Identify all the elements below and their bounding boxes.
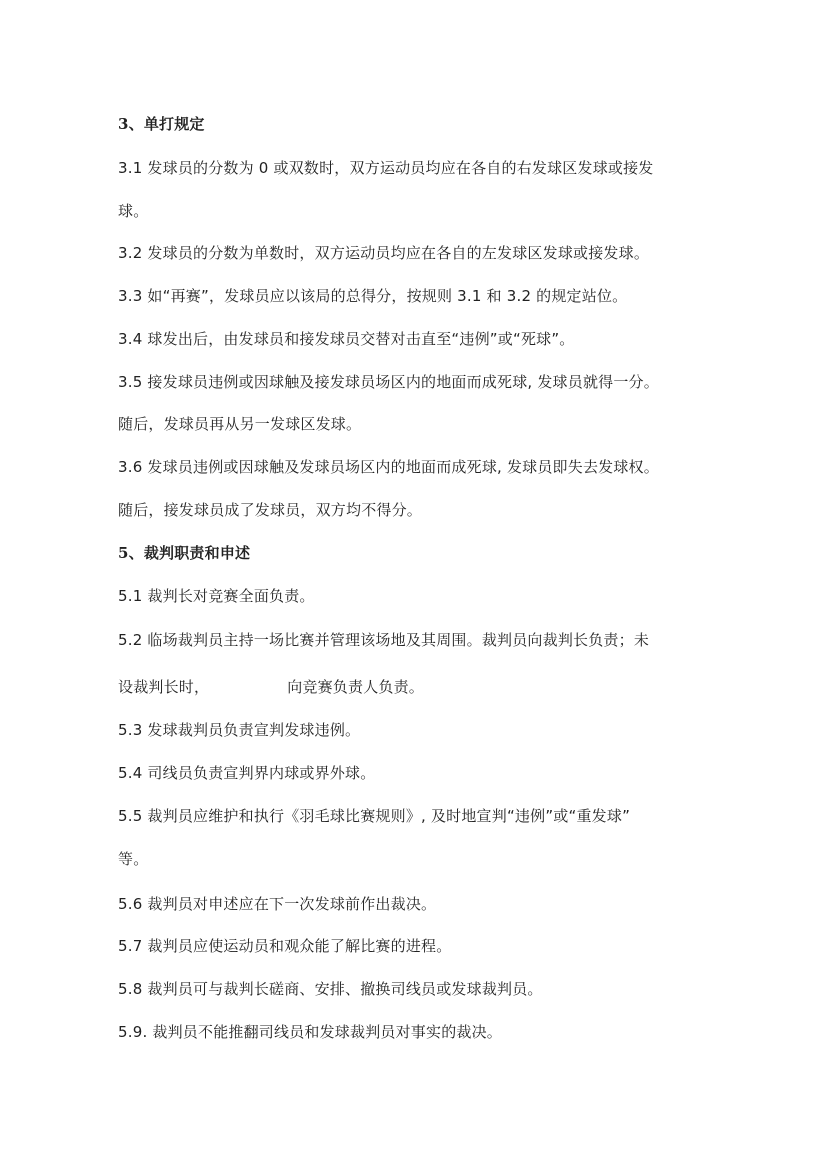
rule-5-2-cont (118, 677, 424, 697)
rule-3-4: 3.4 球发出后，由发球员和接发球员交替对击直至“违例”或“死球”。 (118, 330, 575, 348)
rule-3-1-cont: 球。 (118, 202, 149, 220)
rule-5-2-cont-tail: 向竞赛负责人负责。 (287, 678, 425, 696)
rule-3-2: 3.2 发球员的分数为单数时，双方运动员均应在各自的左发球区发球或接发球。 (118, 244, 650, 262)
section-5-heading: 5、裁判职责和申述 (118, 544, 251, 562)
rule-3-1: 3.1 发球员的分数为 0 或双数时，双方运动员均应在各自的右发球区发球或接发 (118, 159, 654, 177)
rule-5-9: 5.9. 裁判员不能推翻司线员和发球裁判员对事实的裁决。 (118, 1023, 502, 1041)
rule-5-4: 5.4 司线员负责宣判界内球或界外球。 (118, 764, 376, 782)
rule-3-6: 3.6 发球员违例或因球触及发球员场区内的地面而成死球, 发球员即失去发球权。 (118, 458, 659, 476)
section-3-heading: 3、单打规定 (118, 115, 205, 133)
rule-5-5: 5.5 裁判员应维护和执行《羽毛球比赛规则》, 及时地宣判“违例”或“重发球” (118, 807, 631, 825)
rule-3-5: 3.5 接发球员违例或因球触及接发球员场区内的地面而成死球, 发球员就得一分。 (118, 373, 659, 391)
rule-3-3: 3.3 如“再赛”，发球员应以该局的总得分，按规则 3.1 和 3.2 的规定站位。 (118, 287, 628, 305)
rule-5-5-cont: 等。 (118, 850, 149, 868)
rule-5-3: 5.3 发球裁判员负责宣判发球违例。 (118, 721, 361, 739)
rule-5-1: 5.1 裁判长对竞赛全面负责。 (118, 587, 315, 605)
rule-3-6-cont: 随后，接发球员成了发球员，双方均不得分。 (118, 501, 423, 519)
rule-5-6: 5.6 裁判员对申述应在下一次发球前作出裁决。 (118, 895, 437, 913)
rule-5-7: 5.7 裁判员应使运动员和观众能了解比赛的进程。 (118, 937, 452, 955)
rule-5-8: 5.8 裁判员可与裁判长磋商、安排、撤换司线员或发球裁判员。 (118, 980, 543, 998)
rule-5-2-cont-head: 设裁判长时， (118, 678, 210, 696)
rule-5-2: 5.2 临场裁判员主持一场比赛并管理该场地及其周围。裁判员向裁判长负责；未 (118, 631, 650, 649)
rule-3-5-cont: 随后，发球员再从另一发球区发球。 (118, 415, 362, 433)
